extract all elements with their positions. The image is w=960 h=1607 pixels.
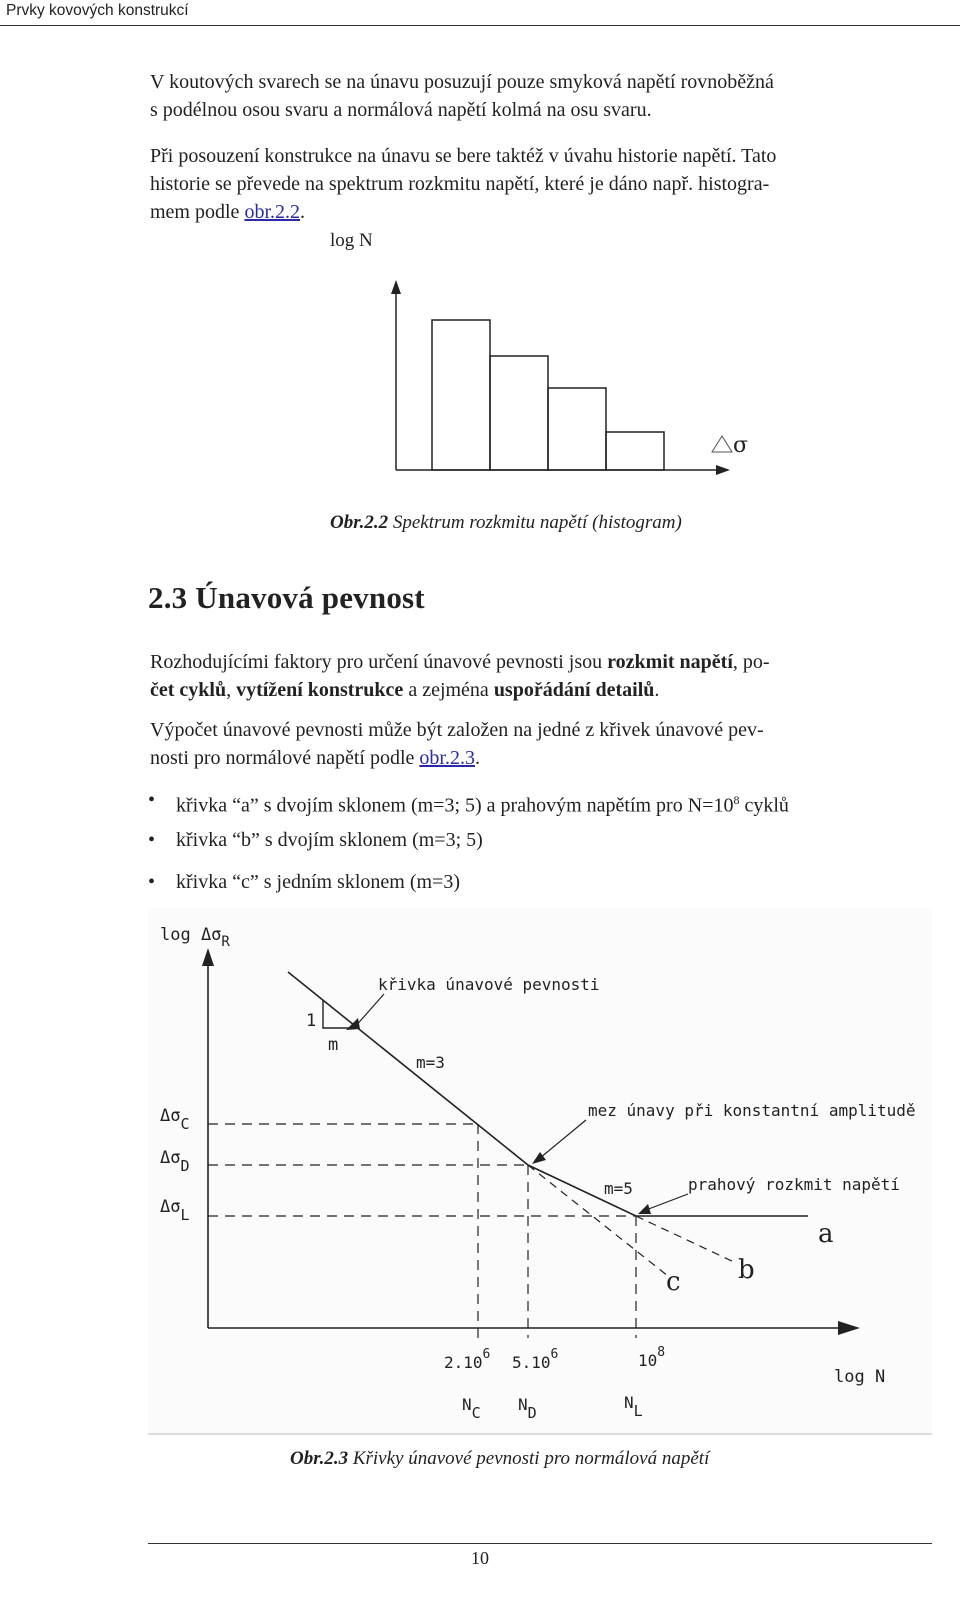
histogram-x-arrow (716, 465, 730, 475)
bullet-c-text: křivka “c” s jedním sklonem (m=3) (176, 871, 460, 893)
prah-label: prahový rozkmit napětí (688, 1175, 900, 1194)
m5-label: m=5 (604, 1179, 633, 1198)
para3-bold-cycles: čet cyklů (150, 679, 227, 701)
para2-line3-pre: mem podle (150, 201, 245, 223)
bullet-icon: • (148, 871, 156, 893)
slope-one-label: 1 (306, 1011, 317, 1031)
figure-link-obr22[interactable]: obr.2.2 (244, 201, 300, 223)
para3-bold-utilization: vytížení konstrukce (236, 679, 404, 701)
histogram-bar-1 (432, 320, 490, 470)
curve-b-label: b (738, 1255, 755, 1285)
para2-line3-post: . (300, 201, 305, 223)
paragraph-fatigue-calc (150, 716, 932, 772)
figure-2-3-text: Křivky únavové pevnosti pro normálová napětí (348, 1448, 710, 1469)
bullet-a-post: cyklů (739, 794, 789, 817)
slope-m-label: m (328, 1035, 339, 1055)
para3-bold-stress-range: rozkmit napětí (607, 651, 733, 673)
para3-text2: , po- (732, 651, 770, 673)
para3-text5: . (654, 679, 660, 701)
x-axis-label: log N (834, 1367, 886, 1387)
figure-2-2-text: Spektrum rozkmitu napětí (histogram) (388, 512, 682, 533)
para4-line2-pre: nosti pro normálové napětí podle (150, 747, 420, 769)
para3-bold-detail: uspořádání detailů (493, 679, 655, 701)
fatigue-curves-figure (148, 908, 932, 1440)
paragraph-fatigue-factors (150, 648, 932, 704)
tick-5e6: 5.10$^6$ (512, 1347, 559, 1372)
figure-link-obr23[interactable]: obr.2.3 (419, 747, 475, 769)
ds-l-label: ΔσL (160, 1197, 190, 1224)
curve-c-label: c (666, 1267, 681, 1297)
delta-triangle-icon (712, 436, 732, 452)
section-heading: 2.3 Únavová pevnost (148, 580, 425, 615)
histogram-x-label: σ (733, 433, 749, 458)
histogram-bar-2 (490, 356, 548, 470)
tick-1e8: $10^8$ (638, 1345, 666, 1370)
bullet-a-sup: 8 (733, 793, 740, 807)
tick-2e6: 2.10$^6$ (444, 1347, 491, 1372)
para2-line1: Při posouzení konstrukce na únavu se bere taktéž v úvahu historie napětí. Tato (150, 145, 777, 167)
histogram-y-arrow (391, 280, 401, 294)
footer-rule (148, 1543, 932, 1544)
para2-line2: historie se převede na spektrum rozkmitu napětí, které je dáno např. histogra- (150, 173, 770, 195)
para1-line1: V koutových svarech se na únavu posuzují pouze smyková napětí rovnoběžná (150, 71, 774, 93)
nl-label: NL (624, 1393, 643, 1420)
para3-text3: , (226, 679, 237, 701)
histogram-figure (0, 0, 960, 560)
nc-label: NC (462, 1395, 481, 1422)
para4-line1: Výpočet únavové pevnosti může být založen na jedné z křivek únavové pev- (150, 719, 764, 741)
page-number: 10 (471, 1548, 489, 1568)
para4-line2-post: . (474, 747, 480, 769)
figure-2-3-caption (290, 1448, 709, 1470)
y-axis-label: $\log \Delta\sigma_R$ (160, 925, 230, 950)
m3-label: m=3 (416, 1053, 445, 1072)
para1-line2: s podélnou osou svaru a normálová napětí kolmá na osu svaru. (150, 99, 652, 121)
histogram-bar-3 (548, 388, 606, 470)
para3-text1: Rozhodujícími faktory pro určení únavové pevnosti jsou (150, 651, 608, 673)
bullet-a-text: křivka “a” s dvojím sklonem (m=3; 5) a prahovým napětím pro N=10 (176, 794, 734, 817)
mez-label: mez únavy při konstantní amplitudě (588, 1101, 916, 1120)
ds-c-label: ΔσC (160, 1106, 190, 1133)
bullet-b-text: křivka “b” s dvojím sklonem (m=3; 5) (176, 829, 483, 851)
figure-2-3-label: Obr.2.3 (290, 1448, 349, 1469)
figure-2-2-label: Obr.2.2 (330, 512, 389, 533)
bullet-icon: • (148, 829, 156, 851)
curve-label: křivka únavové pevnosti (378, 975, 600, 994)
figure-2-2-caption (330, 512, 682, 534)
histogram-bar-4 (606, 432, 664, 470)
bullet-icon: • (148, 789, 156, 811)
para3-text4: a zejména (403, 679, 494, 701)
histogram-bars (432, 320, 664, 470)
ds-d-label: ΔσD (160, 1148, 190, 1175)
header-title: Prvky kovových konstrukcí (6, 2, 189, 19)
curve-a-label: a (818, 1219, 834, 1249)
nd-label: ND (518, 1395, 537, 1422)
histogram-y-label: log N (330, 230, 373, 251)
